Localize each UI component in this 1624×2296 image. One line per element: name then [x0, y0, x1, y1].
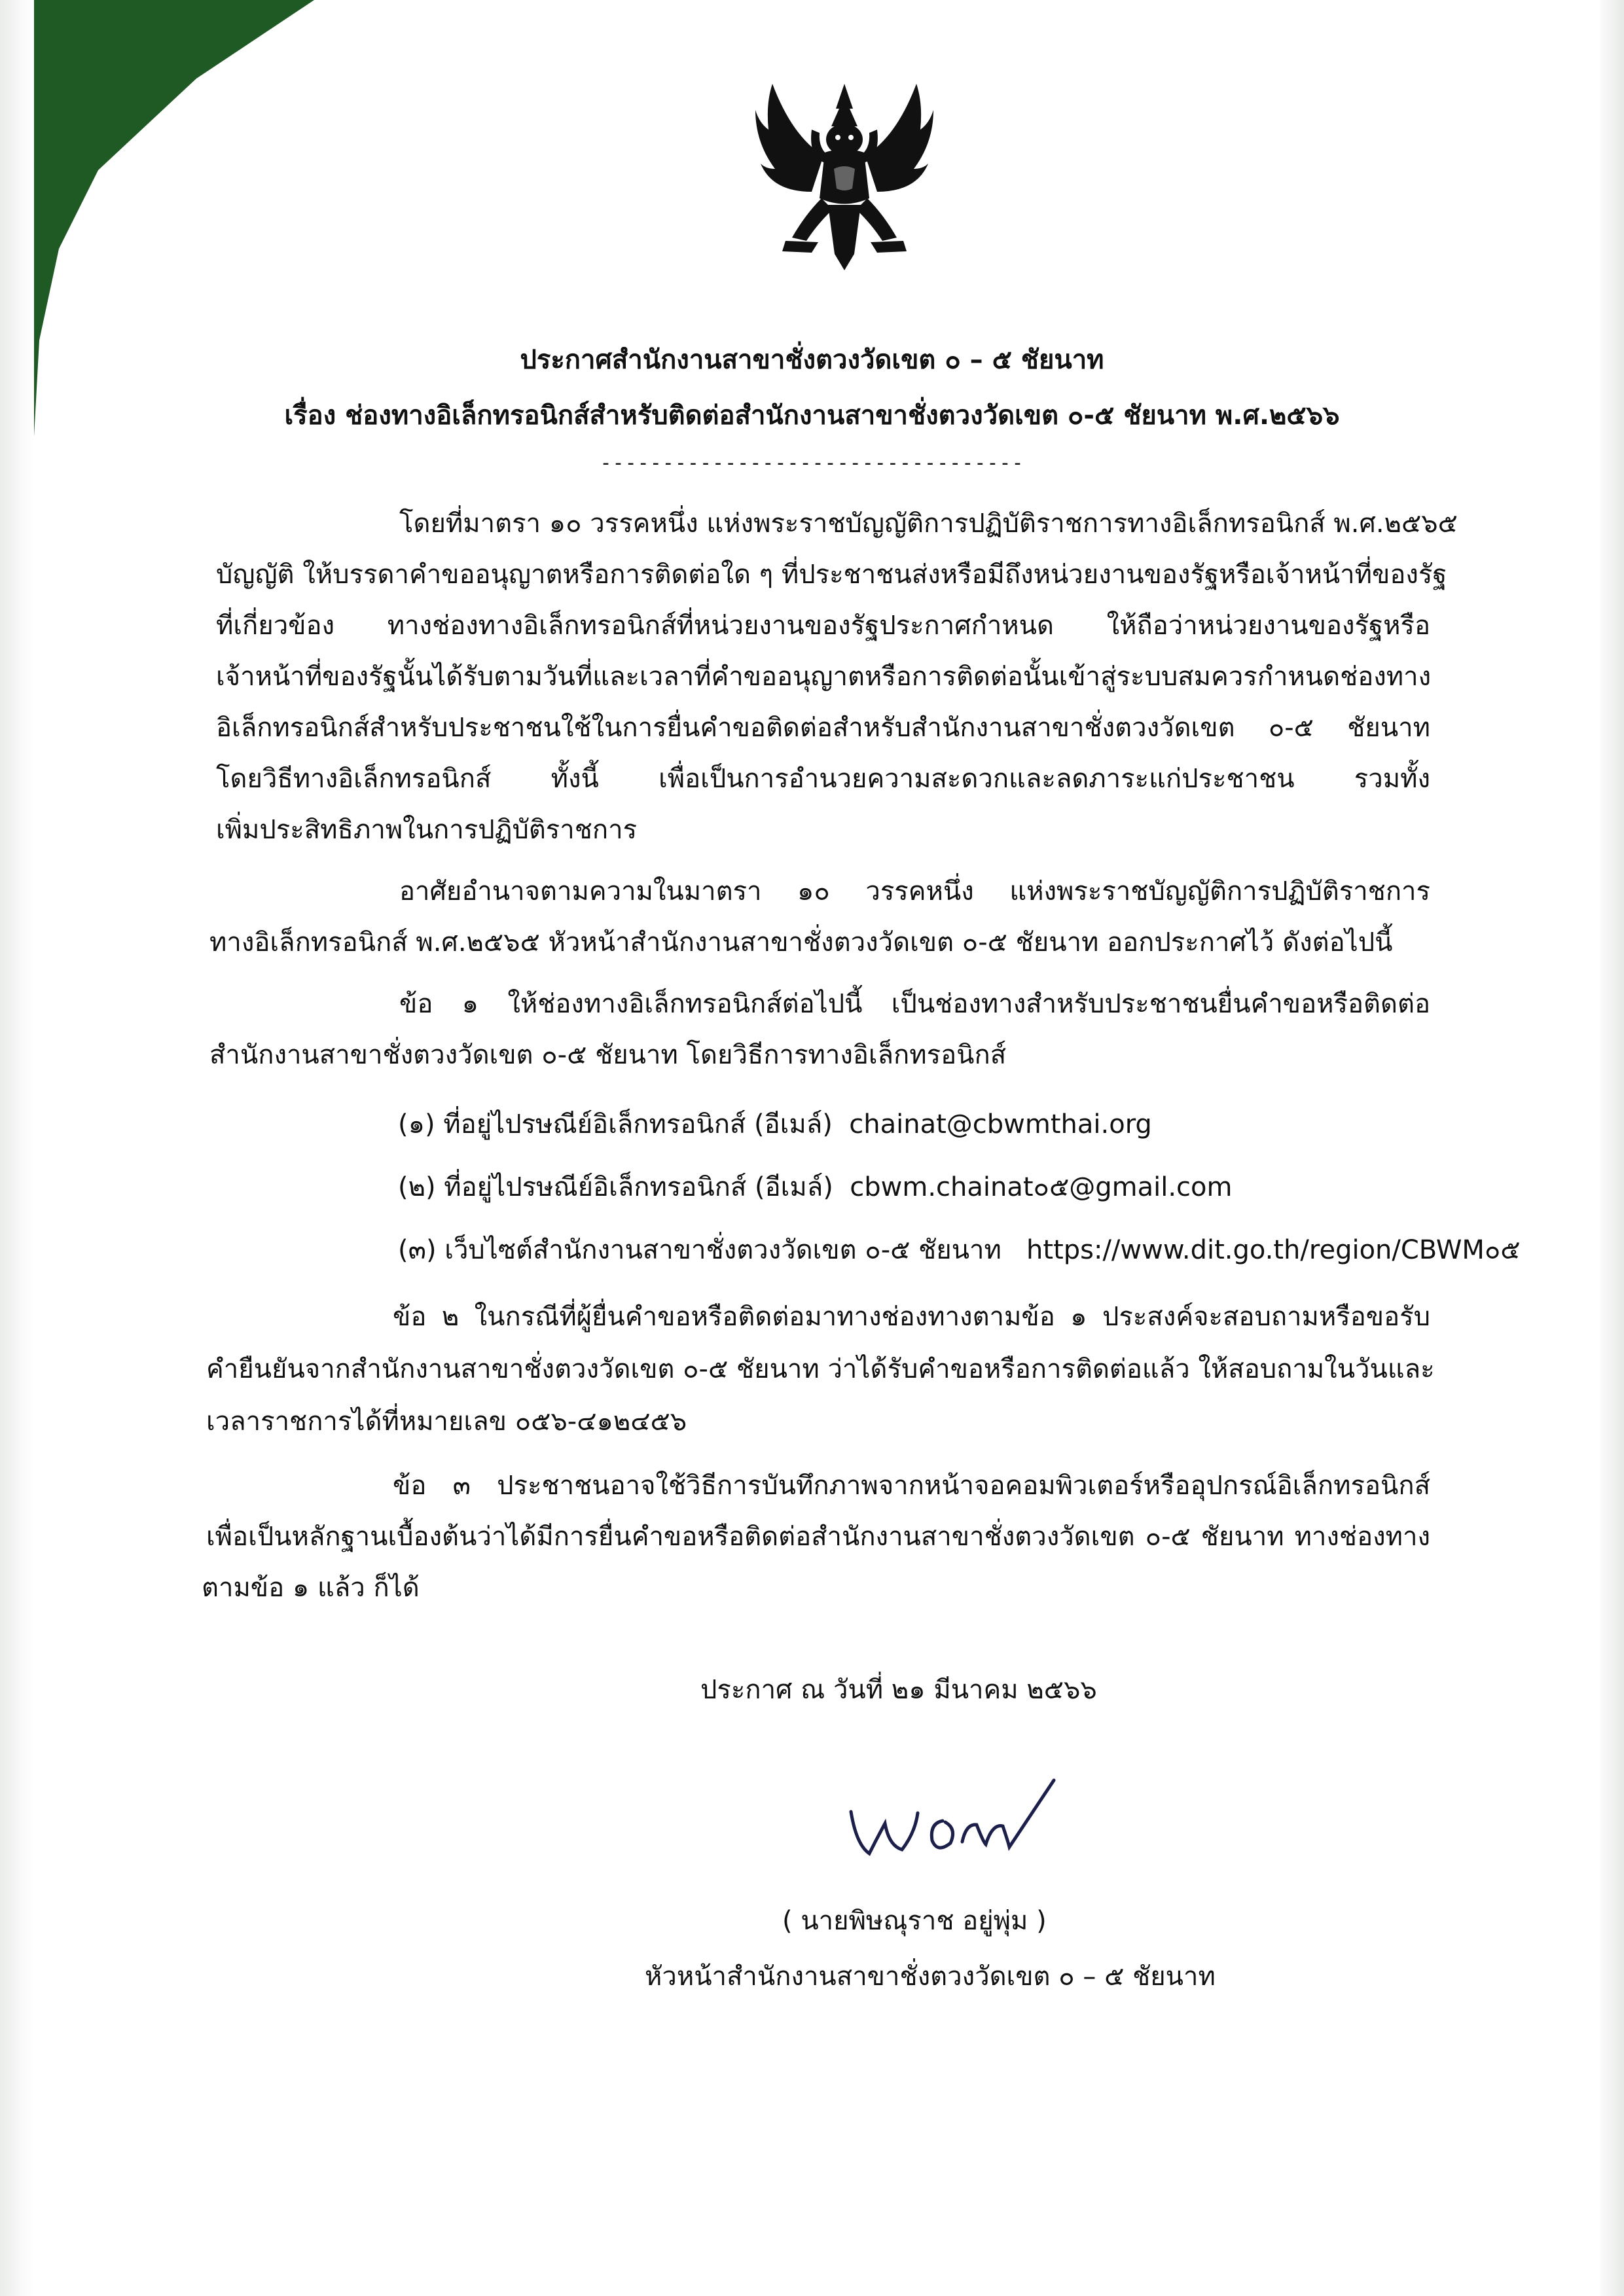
garuda-emblem-icon [746, 58, 943, 280]
intro-line: โดยที่มาตรา ๑๐ วรรคหนึ่ง แห่งพระราชบัญญัติการปฏิบัติราชการทางอิเล็กทรอนิกส์ พ.ศ.๒๕๖๕ [399, 509, 1458, 539]
clause2-line: เวลาราชการได้ที่หมายเลข ๐๕๖-๔๑๒๔๕๖ [206, 1407, 687, 1437]
clause3-line: ตามข้อ ๑ แล้ว ก็ได้ [202, 1573, 420, 1603]
handwritten-signature [838, 1761, 1074, 1872]
channel-website-url[interactable]: https://www.dit.go.th/region/CBWM๐๕ [1026, 1235, 1521, 1265]
intro-line: เจ้าหน้าที่ของรัฐนั้นได้รับตามวันที่และเวลาที่คำขออนุญาตหรือการติดต่อนั้นเข้าสู่ระบบสมควรกำหนดช่องทาง [216, 662, 1432, 692]
signer-title: หัวหน้าสำนักงานสาขาชั่งตวงวัดเขต ๐ – ๕ ชัยนาท [645, 1962, 1216, 1992]
channel-label: (๑) ที่อยู่ไปรษณีย์อิเล็กทรอนิกส์ (อีเมล์) [398, 1109, 833, 1139]
title-divider: ---------------------------------- [600, 452, 1024, 475]
intro-line: เพิ่มประสิทธิภาพในการปฏิบัติราชการ [216, 815, 638, 845]
channel-website [398, 1230, 1521, 1270]
channel-email-2 [398, 1168, 1232, 1207]
clause3-line: เพื่อเป็นหลักฐานเบื้องต้นว่าได้มีการยื่นคำขอหรือติดต่อสำนักงานสาขาชั่งตวงวัดเขต ๐-๕ ชัยนาท ทางช่องทาง [206, 1522, 1430, 1552]
intro-line: บัญญัติ ให้บรรดาคำขออนุญาตหรือการติดต่อใด ๆ ที่ประชาชนส่งหรือมีถึงหน่วยงานของรัฐหรือเจ้าหน้าที่ของรัฐ [216, 560, 1447, 590]
clause1-line: ข้อ ๑ ให้ช่องทางอิเล็กทรอนิกส์ต่อไปนี้ เป็นช่องทางสำหรับประชาชนยื่นคำขอหรือติดต่อ [399, 989, 1430, 1019]
authority-line: อาศัยอำนาจตามความในมาตรา ๑๐ วรรคหนึ่ง แห่งพระราชบัญญัติการปฏิบัติราชการ [399, 876, 1430, 906]
channel-email-address[interactable]: cbwm.chainat๐๕@gmail.com [850, 1172, 1233, 1202]
announcement-date: ประกาศ ณ วันที่ ๒๑ มีนาคม ๒๕๖๖ [700, 1675, 1097, 1705]
clause2-line: คำยืนยันจากสำนักงานสาขาชั่งตวงวัดเขต ๐-๕ ชัยนาท ว่าได้รับคำขอหรือการติดต่อแล้ว ให้สอบถามในวันและ [206, 1354, 1435, 1384]
announcement-subject: เรื่อง ช่องทางอิเล็กทรอนิกส์สำหรับติดต่อสำนักงานสาขาชั่งตวงวัดเขต ๐-๕ ชัยนาท พ.ศ.๒๕๖๖ [284, 401, 1340, 431]
intro-line: โดยวิธีทางอิเล็กทรอนิกส์ ทั้งนี้ เพื่อเป็นการอำนวยความสะดวกและลดภาระแก่ประชาชน รวมทั้ง [216, 764, 1430, 794]
channel-label: (๓) เว็บไซต์สำนักงานสาขาชั่งตวงวัดเขต ๐-๕ ชัยนาท [398, 1235, 1001, 1265]
channel-email-1 [398, 1105, 1152, 1144]
authority-line: ทางอิเล็กทรอนิกส์ พ.ศ.๒๕๖๕ หัวหน้าสำนักงานสาขาชั่งตวงวัดเขต ๐-๕ ชัยนาท ออกประกาศไว้ ดังต่อไปนี้ [209, 927, 1393, 958]
clause3-line: ข้อ ๓ ประชาชนอาจใช้วิธีการบันทึกภาพจากหน้าจอคอมพิวเตอร์หรืออุปกรณ์อิเล็กทรอนิกส์ [393, 1471, 1430, 1501]
intro-line: ที่เกี่ยวข้อง ทางช่องทางอิเล็กทรอนิกส์ที่หน่วยงานของรัฐประกาศกำหนด ให้ถือว่าหน่วยงานของรัฐหรือ [216, 611, 1430, 641]
clause1-line: สำนักงานสาขาชั่งตวงวัดเขต ๐-๕ ชัยนาท โดยวิธีการทางอิเล็กทรอนิกส์ [209, 1040, 1007, 1070]
channel-email-address[interactable]: chainat@cbwmthai.org [849, 1109, 1152, 1139]
intro-line: อิเล็กทรอนิกส์สำหรับประชาชนใช้ในการยื่นคำขอติดต่อสำหรับสำนักงานสาขาชั่งตวงวัดเขต ๐-๕ ชัยนาท [216, 713, 1430, 743]
signer-name: ( นายพิษณุราช อยู่พุ่ม ) [782, 1906, 1047, 1936]
announcement-title: ประกาศสำนักงานสาขาชั่งตวงวัดเขต ๐ – ๕ ชัยนาท [520, 345, 1104, 375]
channel-label: (๒) ที่อยู่ไปรษณีย์อิเล็กทรอนิกส์ (อีเมล์) [398, 1172, 833, 1202]
clause2-line: ข้อ ๒ ในกรณีที่ผู้ยื่นคำขอหรือติดต่อมาทางช่องทางตามข้อ ๑ ประสงค์จะสอบถามหรือขอรับ [393, 1302, 1430, 1332]
